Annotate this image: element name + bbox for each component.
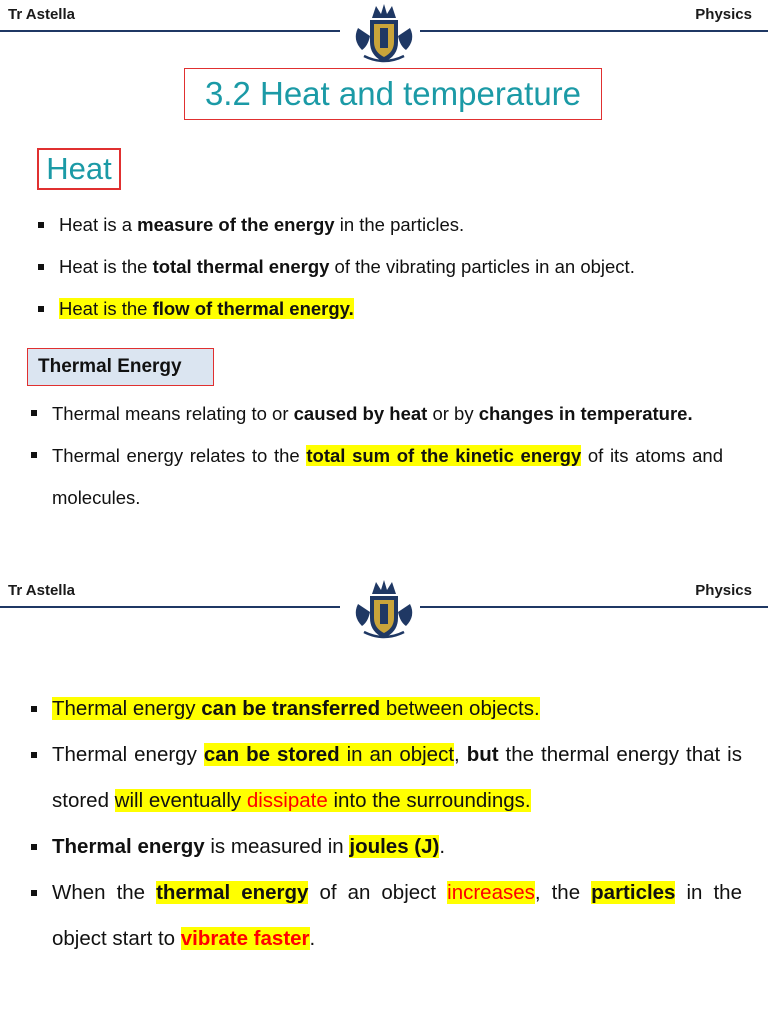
- list-item: Thermal energy can be transferred between objects.: [30, 686, 742, 732]
- thermal-list: [30, 393, 723, 519]
- list-item: Thermal means relating to or caused by heat or by changes in temperature.: [30, 393, 723, 435]
- header-rule-left: [0, 606, 340, 608]
- page2-list: [30, 686, 742, 962]
- school-crest-icon: [350, 576, 418, 642]
- header-rule-right: [420, 30, 768, 32]
- school-crest-icon: [350, 0, 418, 66]
- author-label: Tr Astella: [8, 582, 75, 599]
- page-title: 3.2 Heat and temperature: [184, 68, 602, 120]
- author-label: Tr Astella: [8, 6, 75, 23]
- list-item: Heat is the flow of thermal energy.: [37, 295, 757, 337]
- list-item: Heat is the total thermal energy of the vibrating particles in an object.: [37, 253, 757, 295]
- subject-label: Physics: [695, 6, 752, 23]
- list-item: Thermal energy relates to the total sum of the kinetic energy of its atoms and molecules.: [30, 435, 723, 519]
- thermal-energy-heading: Thermal Energy: [27, 348, 214, 386]
- list-item: Thermal energy is measured in joules (J).: [30, 824, 742, 870]
- heat-heading: Heat: [37, 148, 121, 190]
- header-rule-right: [420, 606, 768, 608]
- subject-label: Physics: [695, 582, 752, 599]
- header-rule-left: [0, 30, 340, 32]
- list-item: Heat is a measure of the energy in the particles.: [37, 211, 757, 253]
- list-item: When the thermal energy of an object increases, the particles in the object start to vibrate faster.: [30, 870, 742, 962]
- list-item: Thermal energy can be stored in an object, but the thermal energy that is stored will eventually dissipate into the surroundings.: [30, 732, 742, 824]
- heat-list: [37, 211, 757, 337]
